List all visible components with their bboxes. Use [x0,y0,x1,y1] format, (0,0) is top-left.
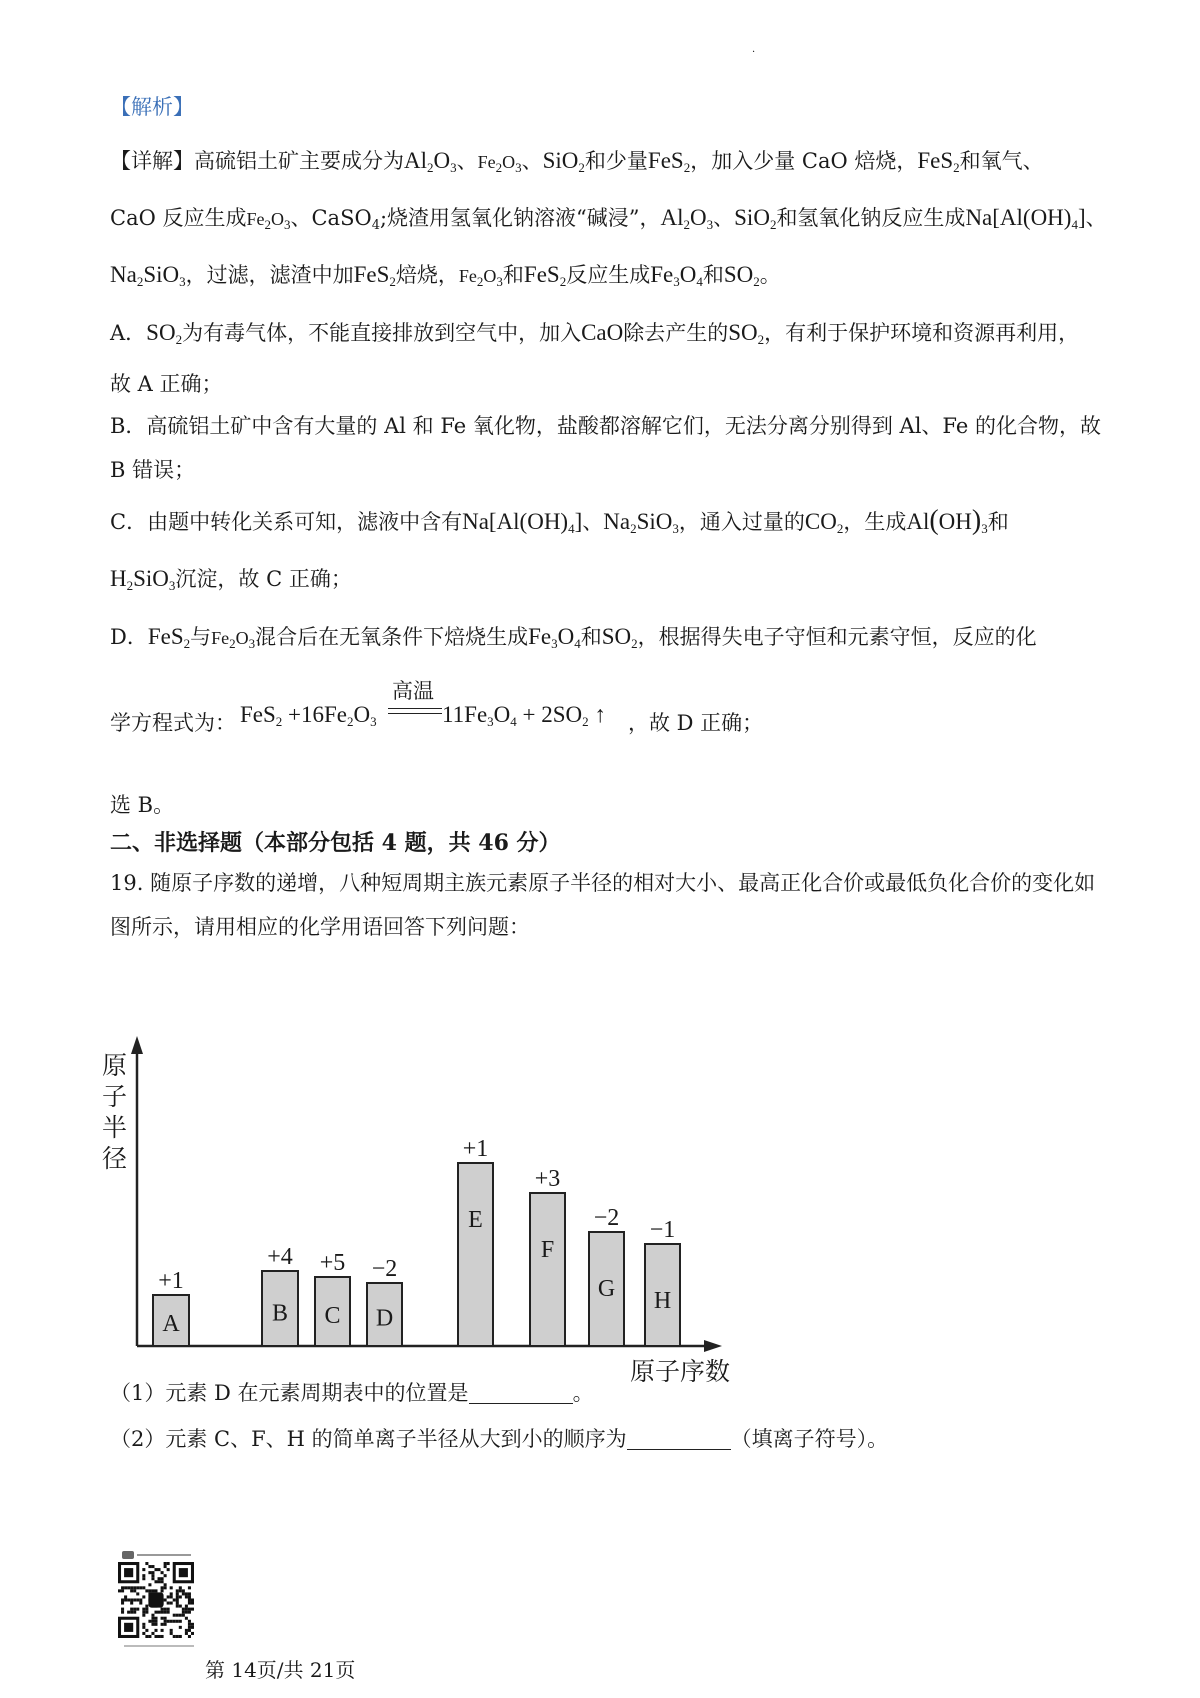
y-axis-arrow [131,1036,143,1054]
bar-E [458,1163,493,1346]
formula-fe2o3: $Fe_2O_3$ [211,628,256,651]
formula-na-aloh4: $Na[Al(OH)_4]$ [965,205,1086,232]
valence-label-E: +1 [462,1136,489,1162]
valence-label-D: −2 [371,1256,398,1282]
option-a-line-1: A．$SO_2$为有毒气体，不能直接排放到空气中，加入CaO除去产生的$SO_2$，有利于保护环境和资源再利用， [110,320,1080,347]
formula-fes2: FeS$_2$ [917,148,960,175]
formula-so2: $SO_2$ [723,262,760,289]
bar-label-G: G [597,1276,616,1302]
option-c-line-1: C．由题中转化关系可知，滤液中含有$Na[Al(OH)_4]$、$Na_2SiO_3$，通入过量的$CO_2$，生成$Al(OH)_3$和 [110,505,1009,536]
formula-al2o3: $Al_2O_3$ [404,148,457,175]
bar-F [530,1193,565,1346]
top-mark: · [752,47,756,58]
formula-fe2o3: $Fe_2O_3$ [458,266,503,289]
formula-fe3o4: $Fe_3O_4$ [650,262,703,289]
y-axis-label-char: 径 [102,1144,128,1173]
sub-question-1: （1）元素 D 在元素周期表中的位置是 。 [110,1381,594,1405]
bar-label-F: F [540,1237,555,1263]
formula-so2: $SO_2$ [728,320,765,347]
formula-sio2: SiO$_2$ [734,205,777,232]
formula-fes2: FeS$_2$ [353,262,396,289]
y-axis-label [102,1051,127,1173]
formula-fe2o3: $Fe_2O_3$ [477,152,522,175]
valence-label-B: +4 [267,1244,293,1270]
formula-sio2: SiO$_2$ [542,148,585,175]
bar-label-H: H [653,1288,672,1314]
x-axis-arrow [704,1340,722,1352]
x-axis-label: 原子序数 [630,1357,731,1386]
formula-na2sio3: $Na_2SiO_3$ [110,262,186,289]
y-axis-label-char: 原 [102,1051,128,1080]
qr-code-image [118,1562,194,1638]
valence-label-A: +1 [158,1268,184,1294]
bar-label-A: A [162,1311,180,1338]
analysis-tag: 【解析】 [110,95,194,119]
option-a-line-2: 故 A 正确； [110,372,223,396]
formula-so2: $SO_2$ [146,320,183,347]
bar-label-C: C [324,1302,341,1329]
reaction-equation [240,700,377,730]
answer-blank-1[interactable] [469,1381,573,1404]
formula-al2o3: $Al_2O_3$ [660,205,714,232]
reaction-condition: 高温 [392,679,434,703]
formula-fes2: FeS$_2$ [647,148,691,175]
detail-line-3: $Na_2SiO_3$，过滤，滤渣中加FeS$_2$焙烧，$Fe_2O_3$和FeS$_2$反应生成$Fe_3O_4$和$SO_2$。 [110,262,781,289]
bar-label-E: E [468,1207,483,1233]
radius-bar-chart [100,1030,780,1430]
qr-footer-line [124,1645,194,1647]
formula-fes2: FeS$_2$ [523,262,567,289]
valence-label-H: −1 [649,1217,676,1243]
equals-sign [388,708,442,714]
formula-co2: $CO_2$ [804,509,844,536]
option-b-line-1: B．高硫铝土矿中含有大量的 Al 和 Fe 氧化物，盐酸都溶解它们，无法分离分别得到 Al、Fe 的化合物，故 [110,414,1101,438]
q19-line-2: 图所示，请用相应的化学用语回答下列问题： [110,915,530,939]
page-footer: 第 14页/共 21页 [205,1658,356,1682]
answer: 选 B。 [110,793,175,817]
detail-tag: 【详解】 [110,149,194,173]
formula-na2sio3: $Na_2SiO_3$ [603,509,679,536]
option-b-line-2: B 错误； [110,458,196,482]
q19-line-1: 19. 随原子序数的递增，八种短周期主族元素原子半径的相对大小、最高正化合价或最低负化合价的变化如 [110,871,1096,895]
y-axis-label-char: 子 [102,1082,128,1111]
section-title: 二、非选择题（本部分包括 4 题，共 46 分） [110,830,561,856]
formula-fes2: FeS$_2$ [147,624,191,651]
bar-label-B: B [271,1300,289,1327]
formula-cao: CaO [581,320,624,345]
sub-question-2: （2）元素 C、F、H 的简单离子半径从大到小的顺序为 （填离子符号）。 [110,1427,889,1451]
products: $11Fe_3O_4 + 2SO_2$ ↑ [442,702,606,729]
valence-label-G: −2 [593,1205,620,1231]
qr-caption-line [137,1554,191,1556]
option-d-end: ，故 D 正确； [628,711,764,735]
y-axis-label-char: 半 [102,1113,128,1142]
formula-fe3o4: $Fe_3O_4$ [528,624,581,651]
reactants: $FeS_2 +16Fe_2O_3$ [240,702,377,729]
avatar-icon [122,1551,134,1559]
formula-fe2o3: $Fe_2O_3$ [246,209,291,232]
valence-label-C: +5 [319,1250,346,1276]
bar-label-D: D [375,1305,394,1332]
formula-al-oh3: $Al(OH)_3$ [906,505,988,536]
option-d-line-1: D．FeS$_2$与$Fe_2O_3$混合后在无氧条件下焙烧生成$Fe_3O_4$和$SO_2$，根据得失电子守恒和元素守恒，反应的化 [110,624,1037,651]
valence-label-F: +3 [534,1166,561,1192]
option-c-line-2: $H_2SiO_3$沉淀，故 C 正确； [110,566,352,593]
formula-so2: $SO_2$ [601,624,638,651]
detail-line-2: CaO 反应生成$Fe_2O_3$、CaSO$_4$;烧渣用氢氧化钠溶液“碱浸”，$Al_2O_3$、SiO$_2$和氢氧化钠反应生成$Na[Al(OH)_4]$、 [110,205,1107,233]
option-d-line-2: 学方程式为： [110,711,236,735]
answer-blank-2[interactable] [627,1427,731,1450]
formula-h2sio3: $H_2SiO_3$ [110,566,176,593]
detail-line-1: 【详解】高硫铝土矿主要成分为$Al_2O_3$、$Fe_2O_3$、SiO$_2$和少量FeS$_2$，加入少量 CaO 焙烧，FeS$_2$和氧气、 [110,148,1044,175]
formula-na-aloh4: $Na[Al(OH)_4]$ [462,509,583,536]
